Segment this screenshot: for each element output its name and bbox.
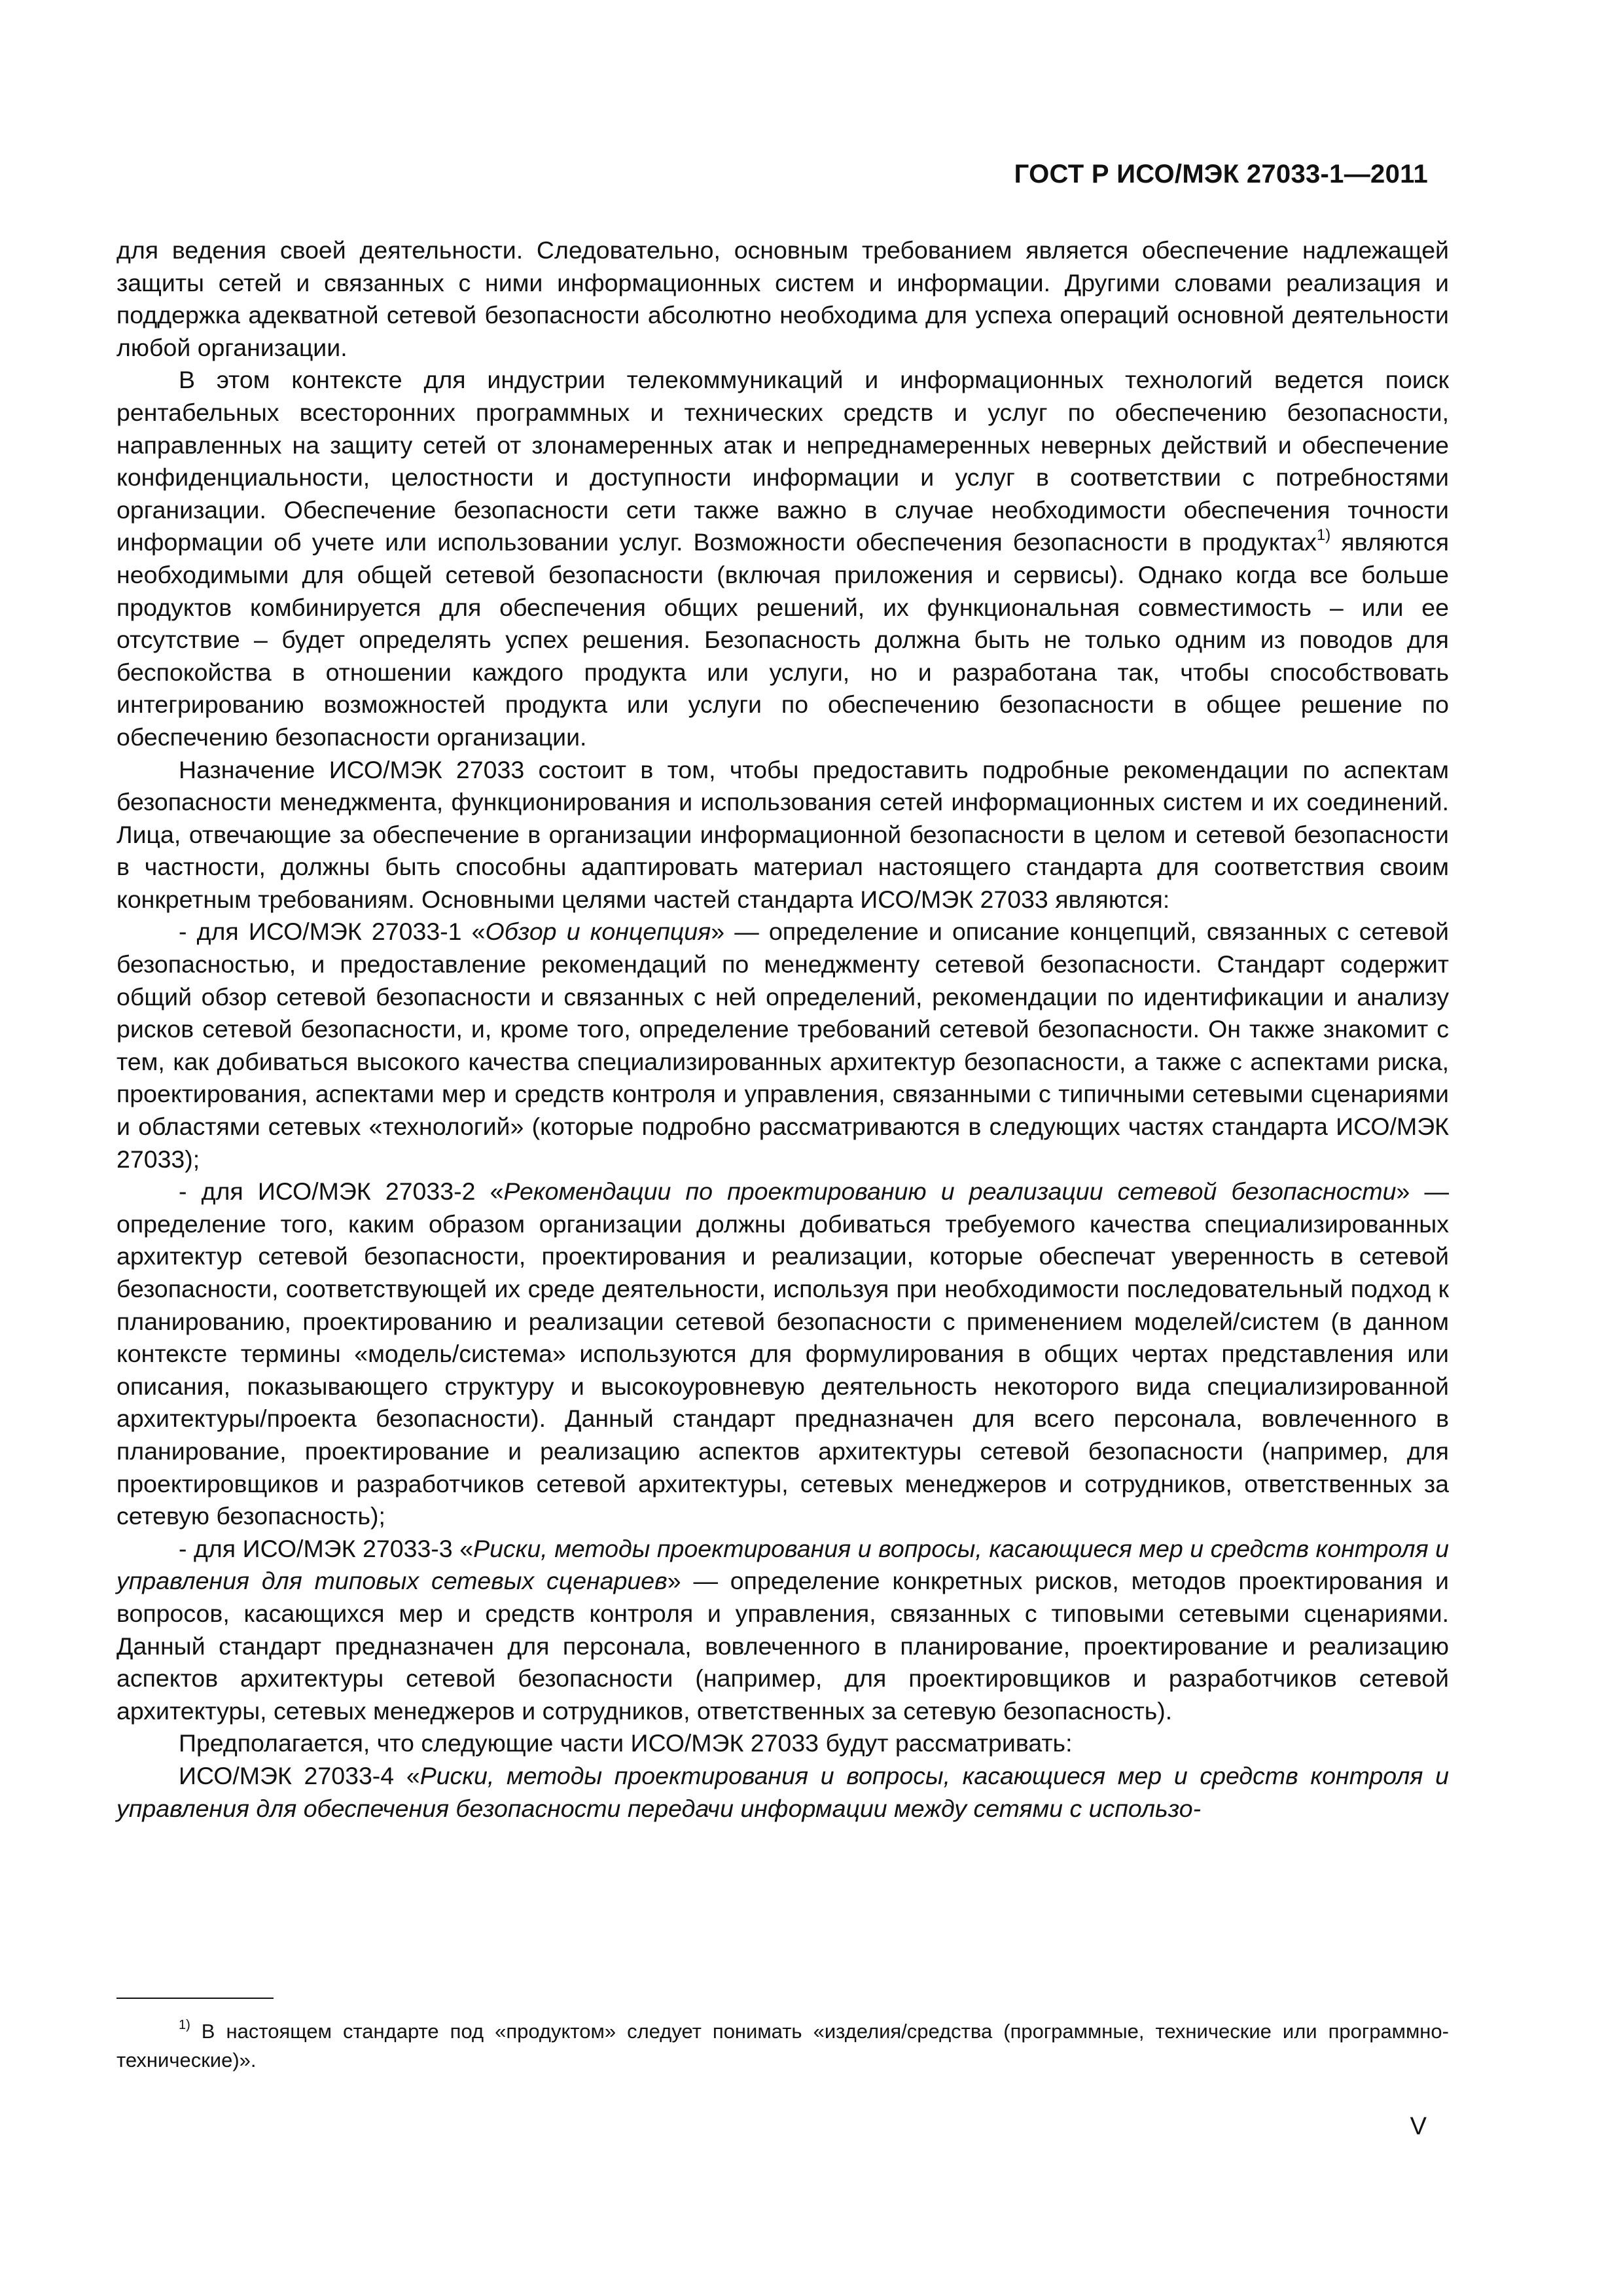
list-item-part-2-lead: - для ИСО/МЭК 27033-2 « [179,1177,504,1206]
paragraph-future-parts: Предполагается, что следующие части ИСО/МЭК 27033 будут рассматривать: [179,1729,1073,1757]
page-number: V [1410,2113,1427,2140]
main-text [116,234,1449,1825]
paragraph-context-text-a: В этом контексте для индустрии телекоммуникаций и информационных технологий ведется поиск рентабельных всесторонних программных и технических средств и услуг по обеспечению безопасности, направленных на защиту сетей от злонамеренных атак и непреднамеренных неверных действий и обеспечение конфиденциальности, целостности и доступности информации и услуг в соответствии с потребностями организации. Обеспечение безопасности сети также важно в случае необходимости обеспечения точности информации об учете или использовании услуг. Возможности обеспечения безопасности в продуктах [116,366,1449,556]
footnote-divider [116,1998,274,1999]
paragraph-part-4 [116,1760,1449,1825]
paragraph-part-4-lead: ИСО/МЭК 27033-4 « [179,1761,420,1789]
paragraph-purpose: Назначение ИСО/МЭК 27033 состоит в том, чтобы предоставить подробные рекомендации по аспектам безопасности менеджмента, функционирования и использования сетей информационных систем и их соединений. Лица, отвечающие за обеспечение в организации информационной безопасности в целом и сетевой безопасности в частности, должны быть способны адаптировать материал настоящего стандарта для соответствия своим конкретным требованиям. Основными целями частей стандарта ИСО/МЭК 27033 являются: [116,755,1449,913]
list-item-part-1 [116,916,1449,1175]
list-item-part-3 [116,1533,1449,1728]
paragraph-continuation: для ведения своей деятельности. Следовательно, основным требованием является обеспечение надлежащей защиты сетей и связанных с ними информационных систем и информации. Другими словами реализация и поддержка адекватной сетевой безопасности абсолютно необходима для успеха операций основной деятельности любой организации. [116,236,1449,361]
footnote [116,2017,1449,2075]
list-item-part-3-lead: - для ИСО/МЭК 27033-3 « [179,1534,474,1562]
page-header-standard-code: ГОСТ Р ИСО/МЭК 27033-1—2011 [1014,160,1428,188]
list-item-part-2-text: » — определение того, каким образом организации должны добиваться требуемого качества специализированных архитектур сетевой безопасности, проектирования и реализации, которые обеспечат уверенность в сетевой безопасности, соответствующей их среде деятельности, используя при необходимости последовательный подход к планированию, проектированию и реализации сетевой безопасности с применением моделей/систем (в данном контексте термины «модель/система» используются для формулирования в общих чертах представления или описания, показывающего структуру и высокоуровневую деятельность некоторого вида специализированной архитектуры/проекта безопасности). Данный стандарт предназначен для всего персонала, вовлеченного в планирование, проектирование и реализацию аспектов архитектуры сетевой безопасности (например, для проектировщиков и разработчиков сетевой архитектуры, сетевых менеджеров и сотрудников, ответственных за сетевую безопасность); [116,1177,1449,1530]
list-item-part-3-title: Риски, методы проектирования и вопросы, касающиеся мер и средств контроля и управления для типовых сетевых сценариев [116,1534,1450,1595]
footnote-reference: 1) [1316,526,1331,545]
footnote-text: В настоящем стандарте под «продуктом» следует понимать «изделия/средства (программные, технические или программно-технические)». [116,2020,1449,2072]
list-item-part-1-text: » — определение и описание концепций, связанных с сетевой безопасностью, и предоставление рекомендаций по менеджменту сетевой безопасности. Стандарт содержит общий обзор сетевой безопасности и связанных с ней определений, рекомендации по идентификации и анализу рисков сетевой безопасности, и, кроме того, определение требований сетевой безопасности. Он также знакомит с тем, как добиваться высокого качества специализированных архитектур безопасности, а также с аспектами риска, проектирования, аспектами мер и средств контроля и управления, связанными с типичными сетевыми сценариями и областями сетевых «технологий» (которые подробно рассматриваются в следующих частях стандарта ИСО/МЭК 27033); [116,918,1450,1173]
list-item-part-2-title: Рекомендации по проектированию и реализации сетевой безопасности [503,1177,1397,1206]
paragraph-context-text-b: являются необходимыми для общей сетевой безопасности (включая приложения и сервисы). Однако когда все больше продуктов комбинируется для обеспечения общих решений, их функциональная совместимость – или ее отсутствие – будет определять успех решения. Безопасность должна быть не только одним из поводов для беспокойства в отношении каждого продукта или услуги, но и разработана так, чтобы способствовать интегрированию возможностей продукта или услуги по обеспечению безопасности в общее решение по обеспечению безопасности организации. [116,528,1449,751]
paragraph-part-4-title: Риски, методы проектирования и вопросы, касающиеся мер и средств контроля и управления для обеспечения безопасности передачи информации между сетями с использо- [116,1761,1449,1822]
footnote-paragraph [116,2017,1449,2075]
list-item-part-3-text: » — определение конкретных рисков, методов проектирования и вопросов, касающихся мер и средств контроля и управления, связанных с типовыми сетевыми сценариями. Данный стандарт предназначен для персонала, вовлеченного в планирование, проектирование и реализацию аспектов архитектуры сетевой безопасности (например, для проектировщиков и разработчиков сетевой архитектуры, сетевых менеджеров и сотрудников, ответственных за сетевую безопасность). [116,1567,1449,1725]
list-item-part-1-title: Обзор и концепция [485,918,711,946]
list-item-part-1-lead: - для ИСО/МЭК 27033-1 « [179,918,486,946]
list-item-part-2 [116,1175,1449,1533]
paragraph-context [116,364,1449,753]
footnote-marker: 1) [179,2018,190,2032]
